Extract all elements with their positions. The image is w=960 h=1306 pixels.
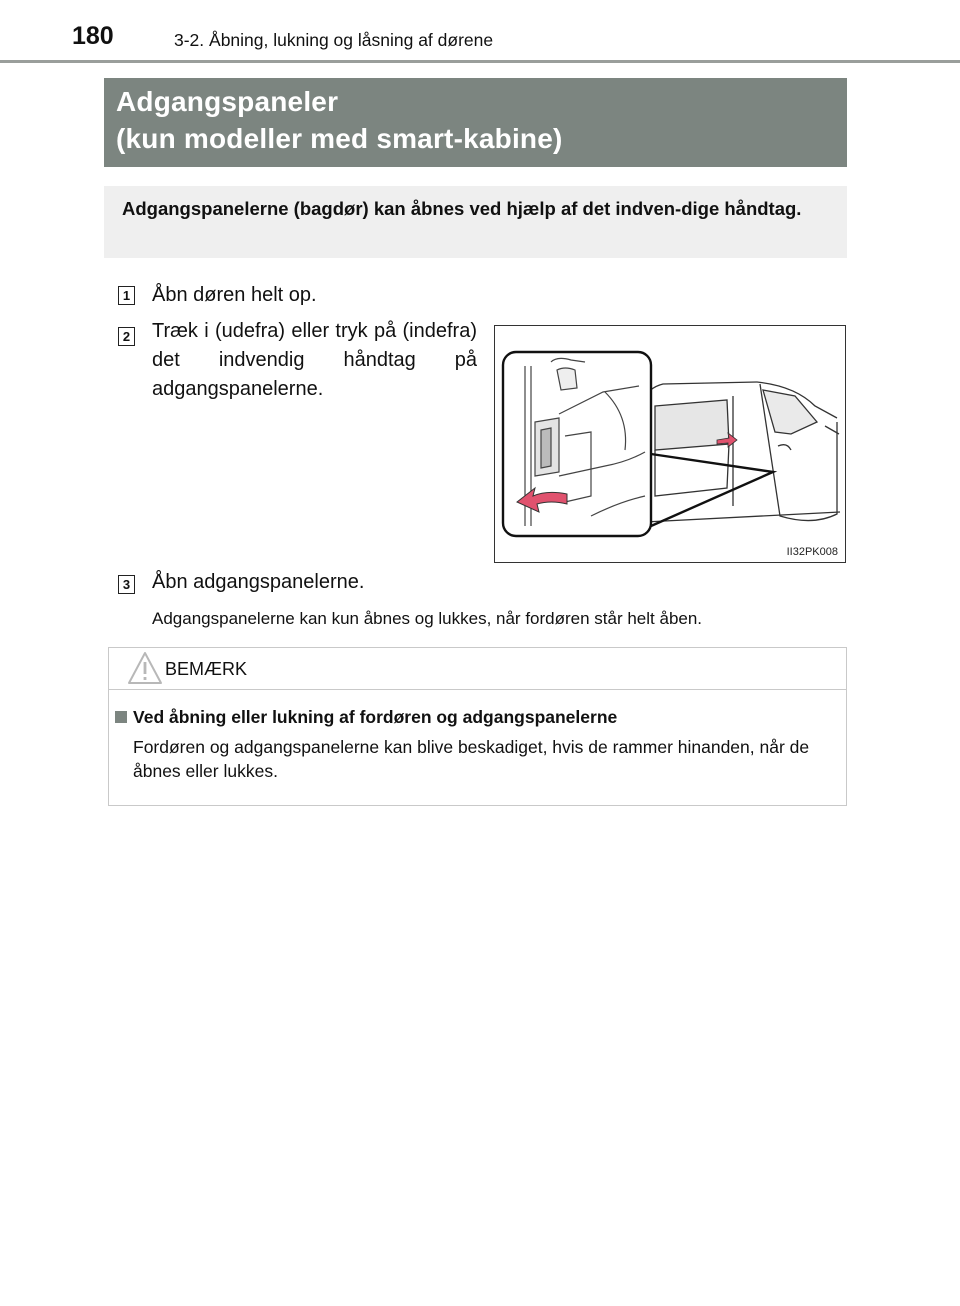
- step-number-2: 2: [118, 327, 135, 346]
- illustration-code: II32PK008: [786, 546, 838, 558]
- step-number-1: 1: [118, 286, 135, 305]
- caution-label: BEMÆRK: [165, 659, 248, 679]
- bullet-square-icon: [115, 711, 127, 723]
- intro-text: Adgangspanelerne (bagdør) kan åbnes ved hjælp af det indven-dige håndtag.: [122, 198, 802, 219]
- step-text-1: Åbn døren helt op.: [152, 284, 317, 306]
- caution-heading: Ved åbning eller lukning af fordøren og adgangspanelerne: [133, 707, 618, 727]
- title-banner: [104, 78, 847, 167]
- header-rule: [0, 60, 960, 63]
- step-number-3: 3: [118, 575, 135, 594]
- step-text-3: Åbn adgangspanelerne.: [152, 571, 365, 593]
- caution-box: [108, 647, 847, 806]
- title-line-1: Adgangspaneler: [116, 86, 339, 117]
- title-line-2: (kun modeller med smart-kabine): [116, 123, 563, 154]
- caution-body: Fordøren og adgangspanelerne kan blive beskadiget, hvis de rammer hinanden, når de åbnes eller lukkes.: [133, 737, 810, 781]
- caution-header: [109, 648, 846, 690]
- page-number: 180: [72, 22, 114, 50]
- intro-box: [104, 186, 847, 258]
- step-3-note: Adgangspanelerne kan kun åbnes og lukkes, når fordøren står helt åben.: [152, 609, 703, 628]
- door-illustration: [494, 325, 846, 563]
- step-text-2: Træk i (udefra) eller tryk på (indefra) det indvendig håndtag på adgangspanelerne.: [152, 320, 477, 400]
- access-panel-handle-illustration: [495, 326, 845, 562]
- warning-triangle-icon: [127, 650, 163, 686]
- section-title: 3-2. Åbning, lukning og låsning af dørene: [174, 30, 494, 50]
